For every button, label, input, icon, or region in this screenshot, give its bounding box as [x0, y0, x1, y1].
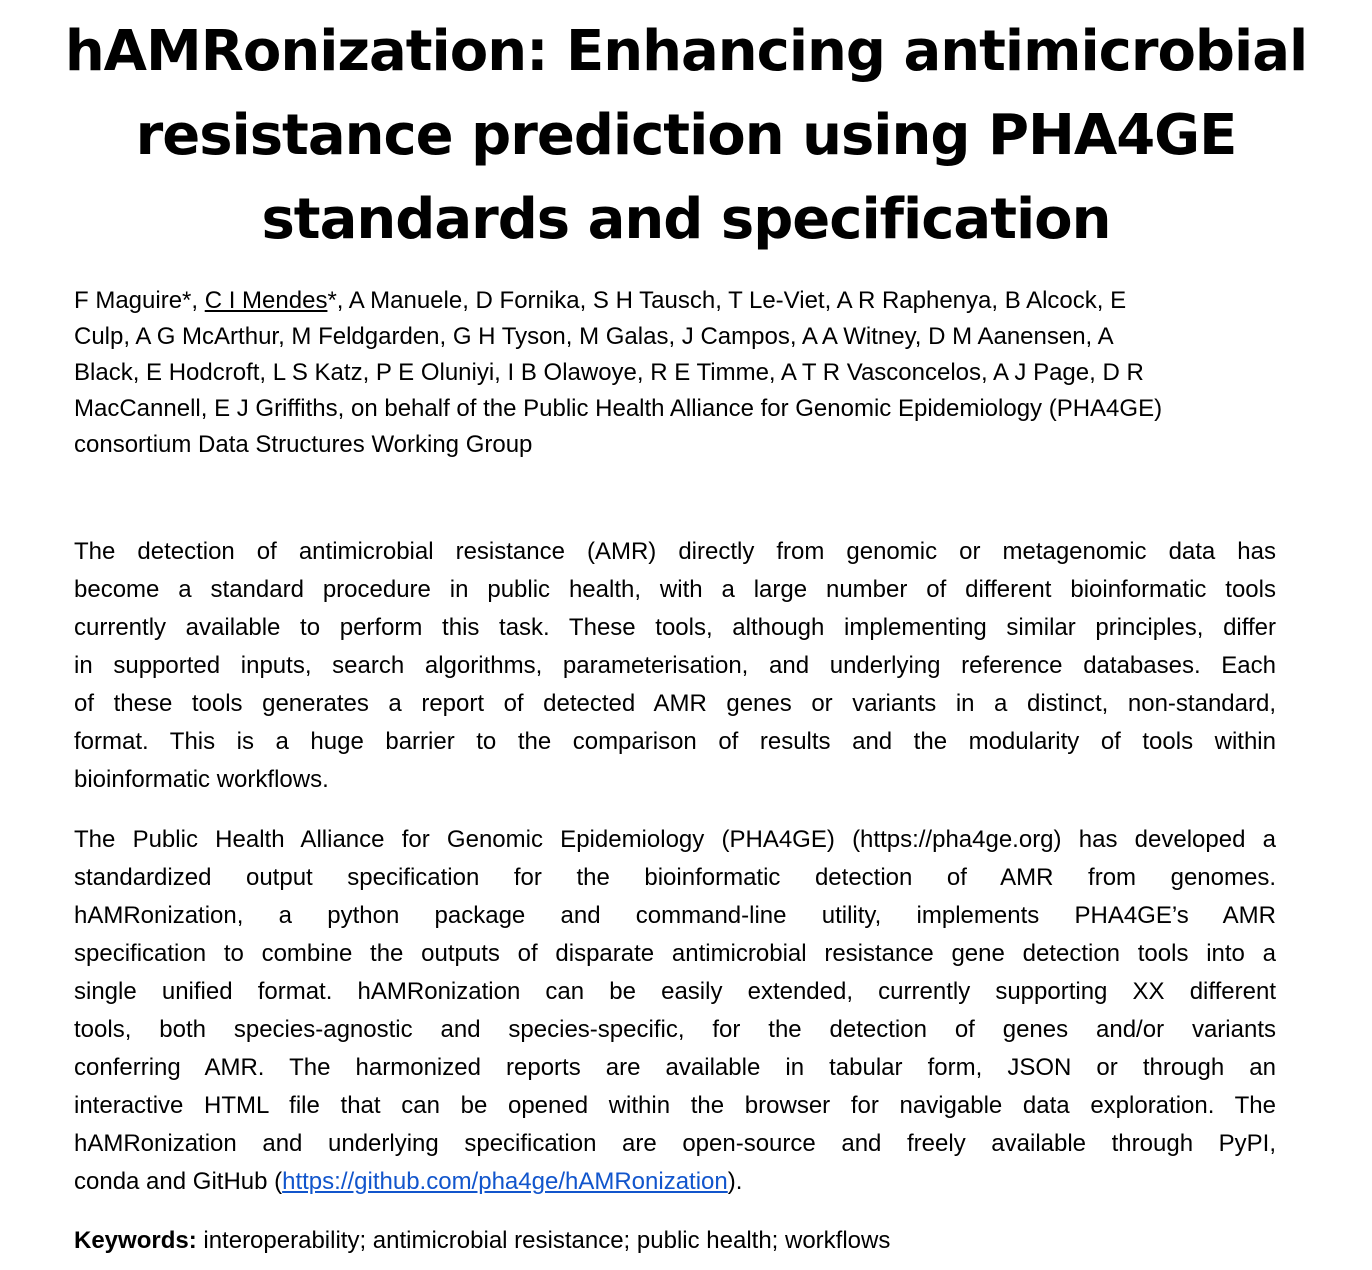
abstract-line: currently available to perform this task. These tools, although implementing similar principles, differ: [74, 614, 1276, 641]
abstract-line: format. This is a huge barrier to the comparison of results and the modularity of tools within: [74, 728, 1276, 755]
abstract-paragraph-2: [74, 821, 1276, 1201]
abstract-line: interactive HTML file that can be opened within the browser for navigable data exploration. The: [74, 1092, 1276, 1119]
keywords-label: Keywords:: [74, 1227, 197, 1254]
abstract-line: hAMRonization and underlying specification are open-source and freely available through PyPI,: [74, 1130, 1276, 1157]
abstract-line: of these tools generates a report of detected AMR genes or variants in a distinct, non-standard,: [74, 690, 1276, 717]
link-suffix-text: ).: [727, 1168, 743, 1195]
abstract-line: single unified format. hAMRonization can be easily extended, currently supporting XX different: [74, 978, 1276, 1005]
title-line: hAMRonization: Enhancing antimicrobial: [64, 19, 1308, 84]
presenting-author: C I Mendes: [204, 287, 328, 314]
keywords-text: interoperability; antimicrobial resistance; public health; workflows: [196, 1227, 891, 1254]
author-line: Black, E Hodcroft, L S Katz, P E Oluniyi, I B Olawoye, R E Timme, A T R Vasconcelos, A J Page, D R: [74, 359, 1144, 386]
abstract-line: The Public Health Alliance for Genomic Epidemiology (PHA4GE) (https://pha4ge.org) has developed a: [74, 826, 1276, 853]
abstract-line: conferring AMR. The harmonized reports are available in tabular form, JSON or through an: [74, 1054, 1276, 1081]
abstract-line: bioinformatic workflows.: [74, 766, 329, 793]
author-text: *, A Manuele, D Fornika, S H Tausch, T Le-Viet, A R Raphenya, B Alcock, E: [327, 287, 1127, 314]
abstract-paragraph-1: [74, 533, 1276, 799]
abstract-line: The detection of antimicrobial resistance (AMR) directly from genomic or metagenomic data has: [74, 538, 1276, 565]
abstract-line: [74, 1163, 1276, 1201]
author-text: F Maguire*,: [74, 287, 205, 314]
author-line: MacCannell, E J Griffiths, on behalf of the Public Health Alliance for Genomic Epidemiology (PHA4GE): [74, 395, 1163, 422]
author-line: [74, 283, 1284, 319]
author-list: [74, 283, 1284, 463]
abstract-line: tools, both species-agnostic and species-specific, for the detection of genes and/or variants: [74, 1016, 1276, 1043]
abstract-line: standardized output specification for the bioinformatic detection of AMR from genomes.: [74, 864, 1276, 891]
paper-title: [60, 10, 1312, 262]
abstract-line: specification to combine the outputs of disparate antimicrobial resistance gene detection tools into a: [74, 940, 1276, 967]
title-line: resistance prediction using PHA4GE: [135, 103, 1237, 168]
keywords-line: [74, 1223, 890, 1259]
title-line: standards and specification: [261, 187, 1111, 252]
abstract-line: hAMRonization, a python package and command-line utility, implements PHA4GE’s AMR: [74, 902, 1276, 929]
github-link[interactable]: https://github.com/pha4ge/hAMRonization: [282, 1168, 728, 1195]
abstract-line: in supported inputs, search algorithms, parameterisation, and underlying reference databases. Each: [74, 652, 1276, 679]
author-line: consortium Data Structures Working Group: [74, 431, 533, 458]
author-line: Culp, A G McArthur, M Feldgarden, G H Tyson, M Galas, J Campos, A A Witney, D M Aanensen, A: [74, 323, 1114, 350]
abstract-line: become a standard procedure in public health, with a large number of different bioinformatic tools: [74, 576, 1276, 603]
link-prefix-text: conda and GitHub (: [74, 1168, 283, 1195]
